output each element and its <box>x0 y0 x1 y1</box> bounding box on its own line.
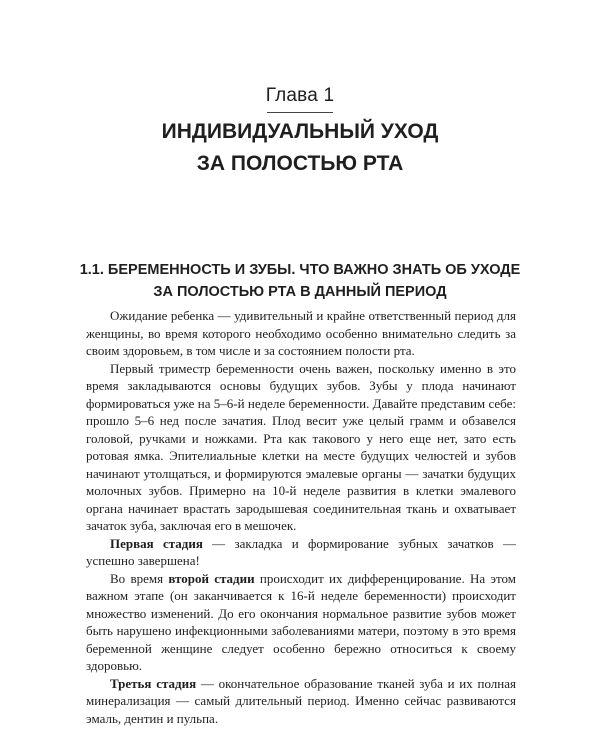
paragraph-3-text: — закладка и формирование зубных зачатков — успешно завершена! <box>86 535 516 568</box>
paragraph-1: Ожидание ребенка — удивительный и крайне ответственный период для женщины, во время которого необходимо особенно внимательно следить за своим здоровьем, в том числе и за состоянием полости рта. <box>86 308 516 358</box>
paragraph-5 <box>86 675 516 728</box>
chapter-title-line-2: ЗА ПОЛОСТЬЮ РТА <box>196 152 404 175</box>
term-first-stage: Первая стадия <box>110 535 203 551</box>
paragraph-4-lead: Во время <box>110 570 169 586</box>
paragraph-3 <box>86 535 516 570</box>
paragraph-5-text: — окончательное образование тканей зуба и их полная минерализация — самый длительный период. Именно сейчас развиваются эмаль, дентин и пульпа. <box>86 675 516 726</box>
section-heading-line-1: 1.1. БЕРЕМЕННОСТЬ И ЗУБЫ. ЧТО ВАЖНО ЗНАТЬ ОБ УХОДЕ <box>79 262 521 278</box>
term-second-stage: второй стадии <box>168 570 255 586</box>
section-heading <box>0 259 600 303</box>
chapter-label: Глава 1 <box>265 85 335 106</box>
paragraph-2: Первый триместр беременности очень важен, поскольку именно в это время закладываются основы будущих зубов. Зубы у плода начинают формироваться уже на 5–6-й неделе беременности. Давайте представим себе: прошло 5–6 нед после зачатия. Плод весит уже целый грамм и обзавелся головой, ручками и ножками. Рта как такового у него еще нет, зато есть ротовая ямка. Эпителиальные клетки на месте будущих челюстей и зубов начинают утолщаться, и формируются эмалевые органы — зачатки будущих молочных зубов. Примерно на 10-й неделе развития в клетки эмалевого органа начинает врастать зародышевая соединительная ткань и охватывает зачаток зуба, заключая его в мешочек. <box>86 360 516 533</box>
paragraph-4-text: происходит их дифференцирование. На этом важном этапе (он заканчивается к 16-й неделе беременности) происходит множество изменений. До его окончания нормальное развитие зубов может быть нарушено инфекционными заболеваниями матери, поэтому в это время беременной женщине следует особенно бережно относиться к своему здоровью. <box>86 570 516 673</box>
section-heading-line-2: ЗА ПОЛОСТЬЮ РТА В ДАННЫЙ ПЕРИОД <box>153 284 447 300</box>
body-text <box>86 307 516 727</box>
chapter-title <box>0 116 600 180</box>
chapter-divider <box>267 112 333 113</box>
paragraph-4 <box>86 570 516 675</box>
term-third-stage: Третья стадия <box>110 675 197 691</box>
chapter-title-line-1: ИНДИВИДУАЛЬНЫЙ УХОД <box>161 120 439 143</box>
